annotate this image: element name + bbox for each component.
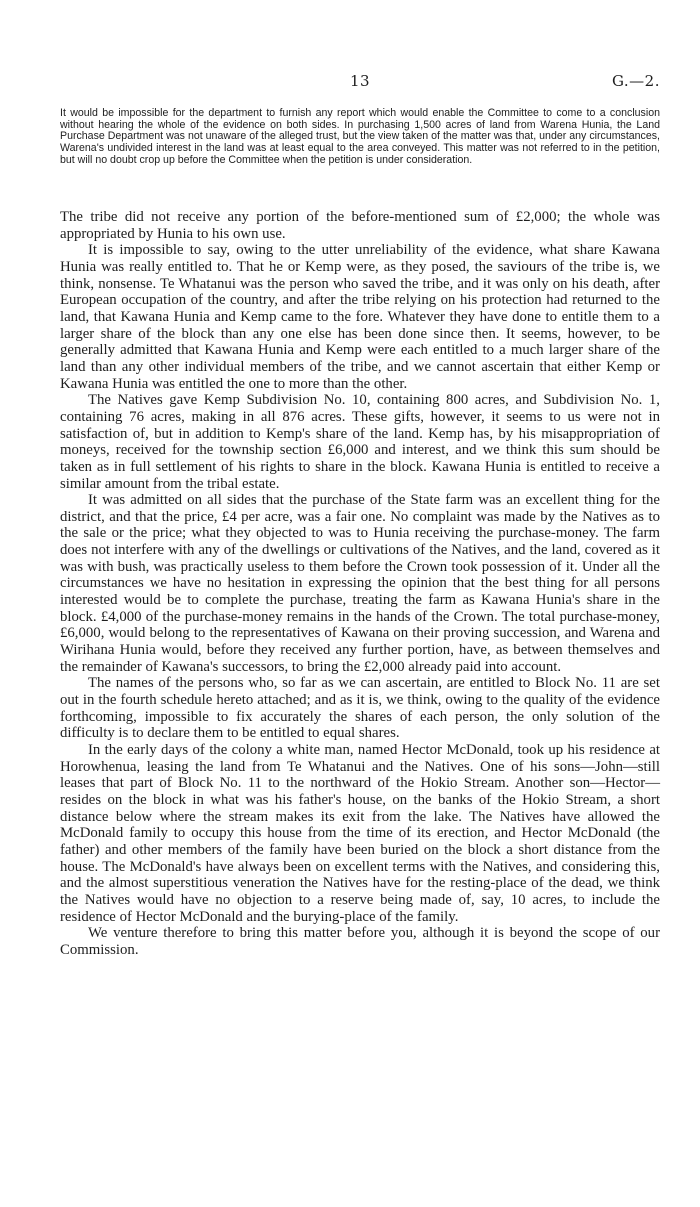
paragraph-state-farm: It was admitted on all sides that the purchase of the State farm was an excellent thing for the district, and that the price, £4 per acre, was a fair one. No complaint was made by the Natives as to the sale or the price; what they objected to was to Hunia receiving the purchase-money. The farm does not interfere with any of the dwellings or cultivations of the Natives, and the land, covered as it was with bush, was practically useless to them before the Crown took possession of it. Under all the circumstances we have no hesitation in expressing the opinion that the best thing for all persons interested would be to complete the purchase, treating the farm as Kawana Hunia's share in the block. £4,000 of the purchase-money remains in the hands of the Crown. The total purchase-money, £6,000, would belong to the representatives of Kawana on their proving succession, and Warena and Wirihana Hunia would, before they received any further portion, have, as between themselves and the remainder of Kawana's successors, to bring the £2,000 already paid into account.: [60, 492, 660, 675]
quoted-extract: It would be impossible for the department to furnish any report which would enable the Committee to come to a conclusion without hearing the whole of the evidence on both sides. In purchasing 1,500 acres of land from Warena Hunia, the Land Purchase Department was not unaware of the alleged trust, but the view taken of the matter was that, under any circumstances, Warena's undivided interest in the land was at least equal to the area conveyed. This matter was not referred to in the petition, but will no doubt crop up before the Committee when the petition is under consideration.: [60, 107, 660, 166]
paragraph-kawana-share: It is impossible to say, owing to the utter unreliability of the evidence, what share Kawana Hunia was really entitled to. That he or Kemp were, as they posed, the saviours of the tribe is, we think, nonsense. Te Whatanui was the person who saved the tribe, and it was only on his death, after European occupation of the country, and after the tribe relying on his protection had returned to the land, that Kawana Hunia and Kemp came to the fore. Whatever they have done to entitle them to a larger share of the block than any one else has been done since then. It seems, however, to be generally admitted that Kawana Hunia and Kemp were each entitled to a much larger share of the land than any other individual members of the tribe, and we cannot ascertain that either Kemp or Kawana Hunia was entitled the one to more than the other.: [60, 242, 660, 392]
document-reference: G.—2.: [611, 72, 660, 90]
page-number: 13: [349, 72, 371, 90]
body-text: [60, 209, 660, 959]
paragraph-kemp-subdivision: The Natives gave Kemp Subdivision No. 10, containing 800 acres, and Subdivision No. 1, containing 76 acres, making in all 876 acres. These gifts, however, it seems to us were not in satisfaction of, but in addition to Kemp's share of the land. Kemp has, by his misappropriation of moneys, received for the township section £6,000 and interest, and we think this sum should be taken as in full settlement of his rights to share in the block. Kawana Hunia is entitled to receive a similar amount from the tribal estate.: [60, 392, 660, 492]
paragraph-block-11-names: The names of the persons who, so far as we can ascertain, are entitled to Block No. 11 are set out in the fourth schedule hereto attached; and as it is, we think, owing to the quality of the evidence forthcoming, impossible to fix accurately the shares of each person, the only solution of the difficulty is to declare them to be entitled to equal shares.: [60, 675, 660, 742]
paragraph-mcdonald: In the early days of the colony a white man, named Hector McDonald, took up his residence at Horowhenua, leasing the land from Te Whatanui and the Natives. One of his sons—John—still leases that part of Block No. 11 to the northward of the Hokio Stream. Another son—Hector—resides on the block in what was his father's house, on the banks of the Hokio Stream, a short distance below where the stream makes its exit from the lake. The Natives have allowed the McDonald family to occupy this house from the time of its erection, and Hector McDonald (the father) and other members of the family have been buried on the block a short distance from the house. The McDonald's have always been on excellent terms with the Natives, and considering this, and the almost superstitious veneration the Natives have for the resting-place of the dead, we think the Natives would have no objection to a reserve being made of, say, 10 acres, to include the residence of Hector McDonald and the burying-place of the family.: [60, 742, 660, 925]
paragraph-tribe-sum: The tribe did not receive any portion of the before-mentioned sum of £2,000; the whole was appropriated by Hunia to his own use.: [60, 209, 660, 242]
page-header: [60, 72, 660, 94]
paragraph-closing: We venture therefore to bring this matter before you, although it is beyond the scope of our Commission.: [60, 925, 660, 958]
